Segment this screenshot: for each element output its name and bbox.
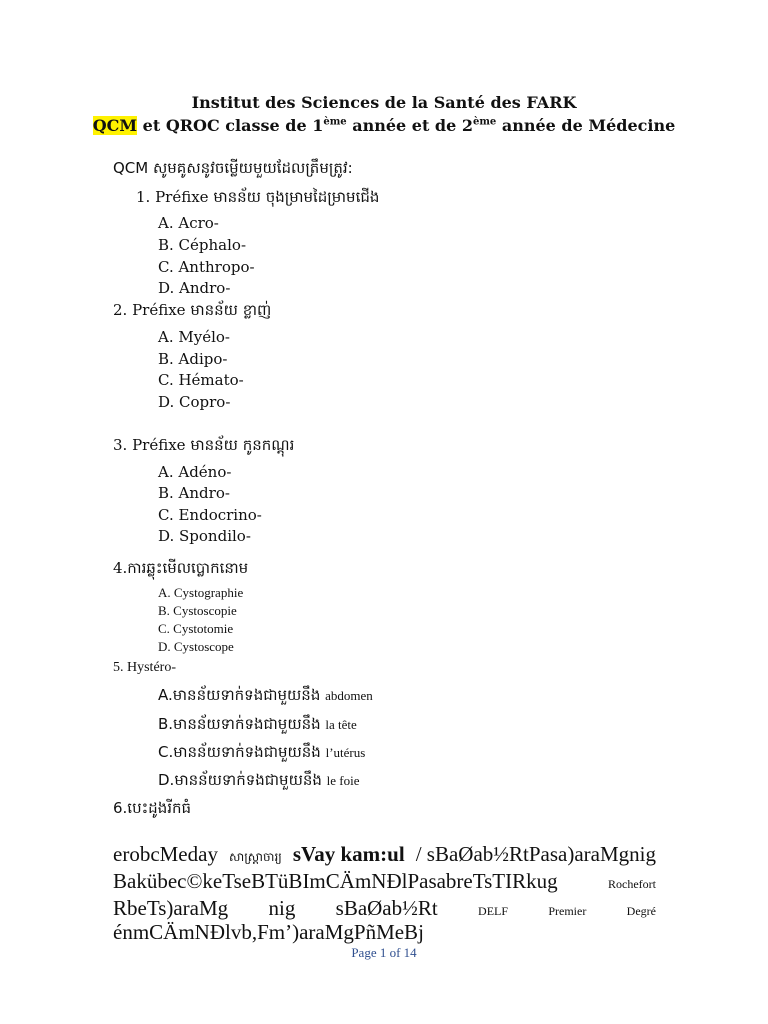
question-5-option-c-km: C.មានន័យទាក់ទងជាមួយនឹង: [158, 743, 326, 761]
legacy-l2-a: Bakübec©keTseBTüBImCÄmNÐlPasabreTsTIRkug: [113, 869, 558, 893]
legacy-l2-small: Rochefort: [608, 877, 656, 891]
page-footer: Page 1 of 14: [351, 945, 417, 960]
question-3-option-c: C. Endocrino-: [158, 506, 262, 524]
question-4-option-a: A. Cystographie: [158, 585, 244, 600]
legacy-l3-a: RbeTs)araMg: [113, 896, 229, 920]
legacy-paragraph-line-1: [113, 842, 656, 867]
question-5-option-c-fr: l’utérus: [325, 745, 366, 760]
legacy-l1-a: erobcMeday: [113, 842, 218, 866]
institute-title: Institut des Sciences de la Santé des FARK: [191, 93, 577, 112]
question-2-option-d: D. Copro-: [158, 393, 231, 411]
instruction: QCM សូមគូសនូវចម្លើយមួយដែលត្រឹមត្រូវ:: [113, 159, 353, 177]
legacy-l3-s3: Degré: [626, 904, 656, 918]
question-2-option-b: B. Adipo-: [158, 350, 228, 368]
question-5-option-b-fr: la tête: [325, 717, 357, 732]
question-6-label: 6.បេះដូងរីកធំ: [113, 799, 192, 817]
legacy-l1-km: សាស្ត្រាចារ្យ: [228, 850, 282, 864]
question-2-label: 2. Préfixe មានន័យ ខ្លាញ់: [113, 301, 272, 319]
question-1-label: 1. Préfixe មានន័យ ចុងម្រាមដៃម្រាមជើង: [136, 188, 380, 206]
exam-title: [0, 116, 768, 135]
legacy-paragraph-line-4: énmCÄmNÐlvb,Fm’)araMgPñMeBj: [113, 920, 424, 944]
legacy-l3-s1: DELF: [478, 904, 509, 918]
question-1-option-b: B. Céphalo-: [158, 236, 247, 254]
question-5-option-a-fr: abdomen: [325, 688, 373, 703]
exam-title-sup-2: ème: [472, 116, 497, 128]
question-3-option-b: B. Andro-: [158, 484, 230, 502]
qcm-highlight: QCM: [92, 116, 138, 135]
question-4-option-c: C. Cystotomie: [158, 621, 234, 636]
question-5-option-b: [158, 715, 357, 737]
question-3-option-a: A. Adéno-: [158, 463, 232, 481]
exam-title-part-b: année et de 2: [346, 116, 473, 135]
question-5-option-b-km: B.មានន័យទាក់ទងជាមួយនឹង: [158, 715, 326, 733]
legacy-l3-s2: Premier: [548, 904, 587, 918]
question-1-option-a: A. Acro-: [158, 214, 219, 232]
question-4-option-b: B. Cystoscopie: [158, 603, 237, 618]
question-3-label: 3. Préfixe មានន័យ កូនកណ្ដុរ: [113, 436, 295, 454]
question-2-option-a: A. Myélo-: [158, 328, 230, 346]
question-5-option-d-km: D.មានន័យទាក់ទងជាមួយនឹង: [158, 771, 327, 789]
legacy-l3-c: sBaØab½Rt: [335, 896, 438, 920]
question-5-option-d: [158, 771, 360, 793]
question-5-label: 5. Hystéro-: [113, 660, 176, 675]
question-5-option-a: [158, 686, 373, 708]
question-4-option-d: D. Cystoscope: [158, 639, 234, 654]
legacy-l1-b: / sBaØab½RtPasa)araMgnig: [415, 842, 656, 866]
question-5-option-d-fr: le foie: [326, 773, 360, 788]
question-4-label: 4.ការឆ្លុះមើលប្លោកនោម: [113, 559, 249, 577]
legacy-l1-bold: sVay kam:ul: [292, 842, 405, 866]
question-1-option-c: C. Anthropo-: [158, 258, 255, 276]
question-5-option-c: [158, 743, 365, 765]
question-2-option-c: C. Hémato-: [158, 371, 244, 389]
question-1-option-d: D. Andro-: [158, 279, 231, 297]
exam-title-sup-1: ème: [323, 116, 347, 128]
question-5-option-a-km: A.មានន័យទាក់ទងជាមួយនឹង: [158, 686, 326, 704]
exam-title-part-a: et QROC classe de 1: [137, 116, 324, 135]
legacy-paragraph-line-2: [113, 869, 656, 894]
exam-title-part-c: année de Médecine: [496, 116, 676, 135]
question-3-option-d: D. Spondilo-: [158, 527, 251, 545]
legacy-l3-b: nig: [268, 896, 296, 920]
legacy-paragraph-line-3: [113, 896, 656, 921]
